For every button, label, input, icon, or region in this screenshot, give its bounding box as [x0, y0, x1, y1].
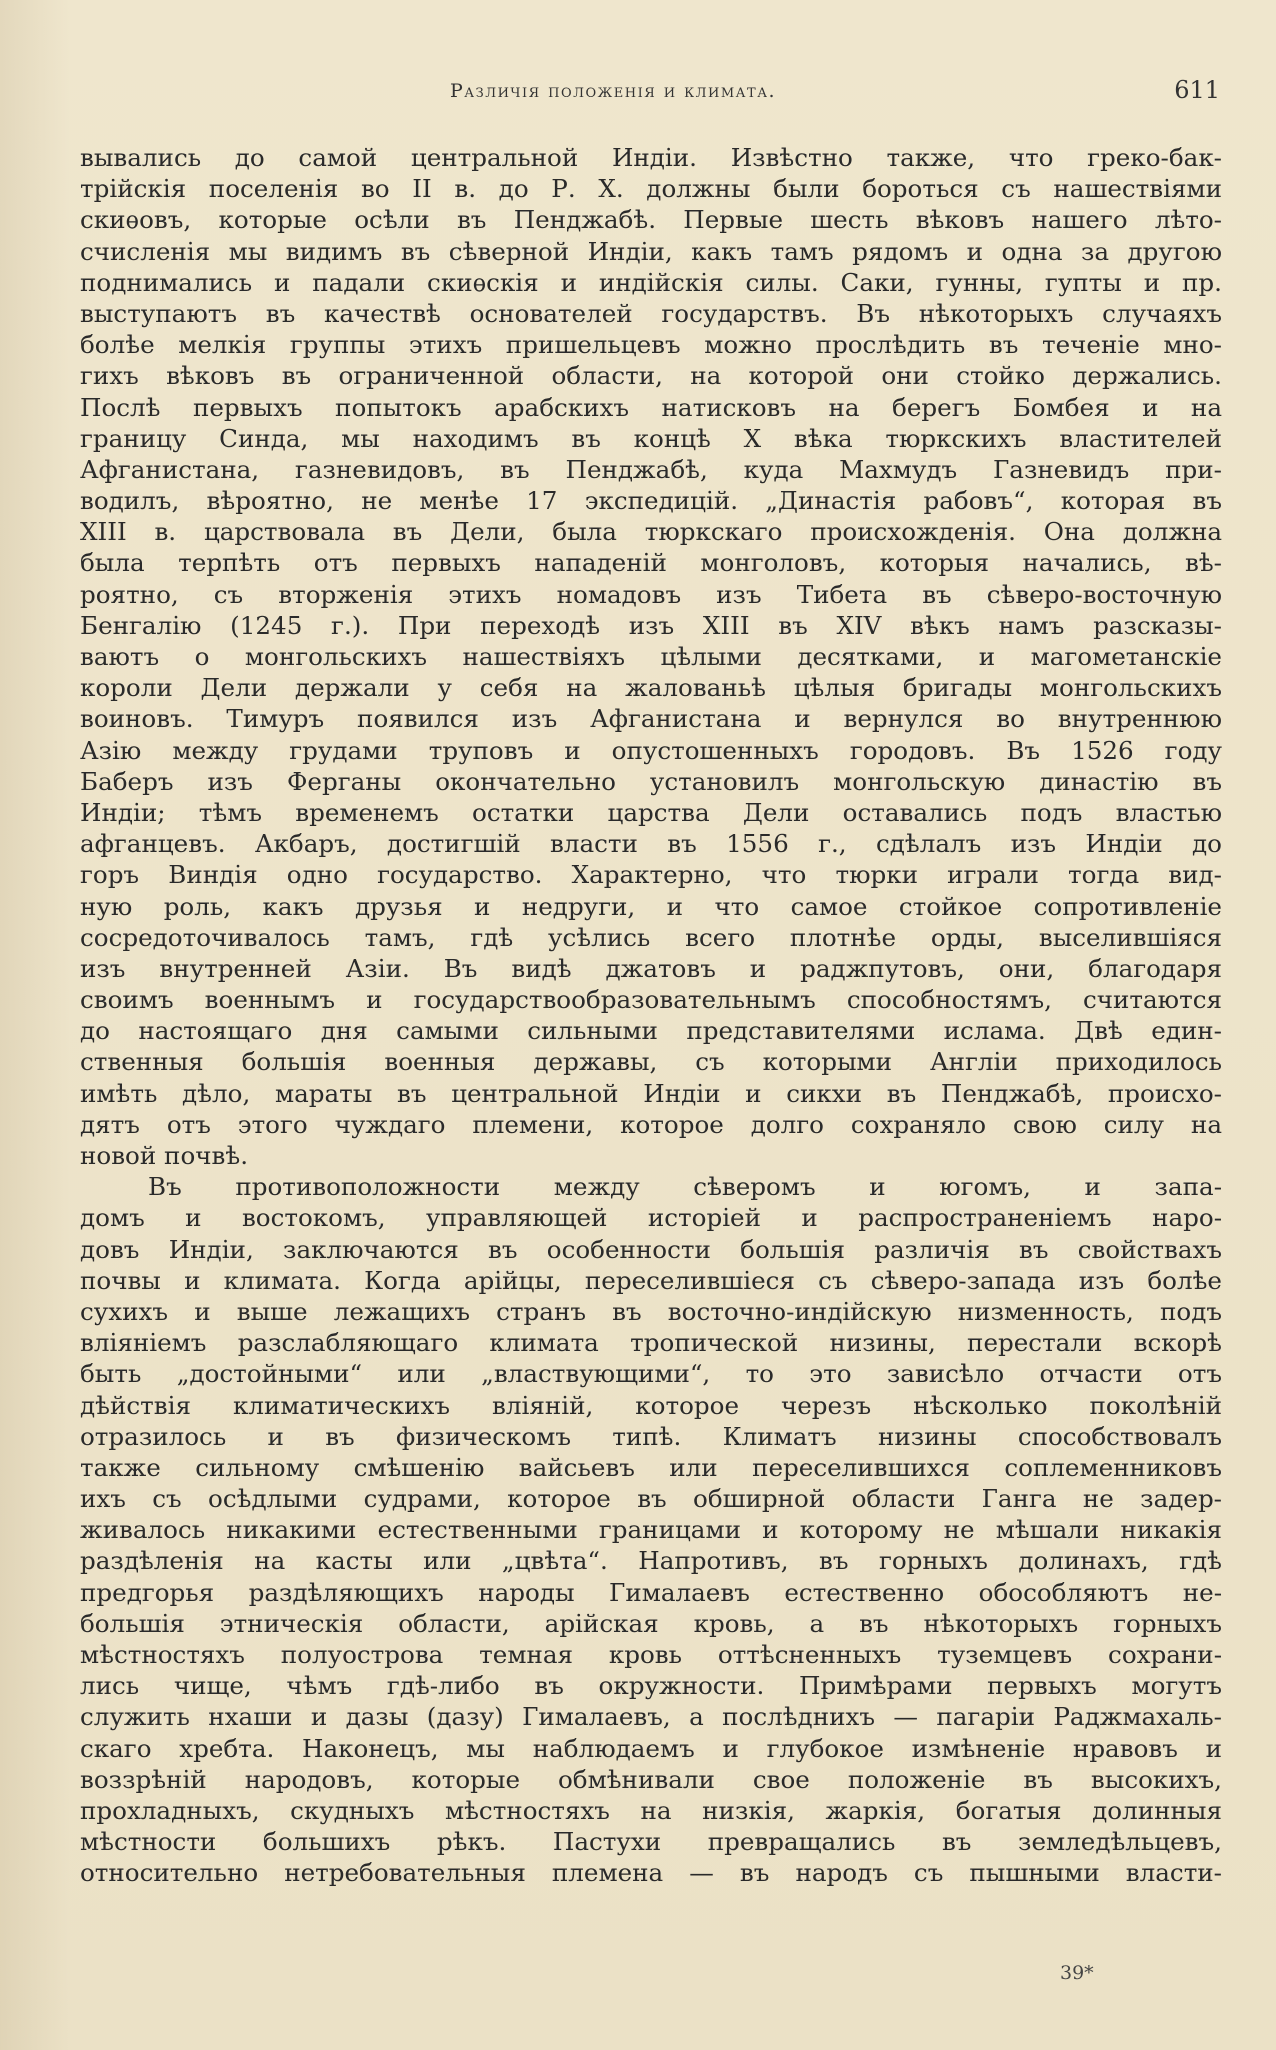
- text-line: сухихъ и выше лежащихъ странъ въ восточно-индійскую низменность, подъ: [80, 1296, 1222, 1326]
- printer-signature-mark: 39*: [1060, 1962, 1094, 1984]
- text-line: вліяніемъ разслабляющаго климата тропической низины, перестали вскорѣ: [80, 1328, 1222, 1358]
- text-line: также сильному смѣшенію вайсьевъ или переселившихся соплеменниковъ: [80, 1452, 1222, 1482]
- text-line: имѣть дѣло, мараты въ центральной Индіи и сикхи въ Пенджабѣ, происхо-: [80, 1078, 1222, 1108]
- text-line: афганцевъ. Акбаръ, достигшій власти въ 1556 г., сдѣлалъ изъ Индіи до: [80, 829, 1222, 859]
- text-line: быть „достойными“ или „властвующими“, то это зависѣло отчасти отъ: [80, 1359, 1222, 1389]
- text-line: трійскія поселенія во II в. до Р. Х. должны были бороться съ нашествіями: [80, 174, 1222, 204]
- text-line: лись чище, чѣмъ гдѣ-либо въ окружности. Примѣрами первыхъ могутъ: [80, 1671, 1222, 1701]
- text-line: вывались до самой центральной Индіи. Извѣстно также, что греко-бак-: [80, 143, 1222, 172]
- text-line: воззрѣній народовъ, которые обмѣнивали свое положеніе въ высокихъ,: [80, 1764, 1222, 1794]
- page-number: 611: [1174, 76, 1220, 104]
- text-line: воиновъ. Тимуръ появился изъ Афганистана и вернулся во внутреннюю: [80, 704, 1222, 734]
- text-line: изъ внутренней Азіи. Въ видѣ джатовъ и раджпутовъ, они, благодаря: [80, 953, 1222, 983]
- text-line: поднимались и падали скиѳскія и индійскія силы. Саки, гунны, гупты и пр.: [80, 267, 1222, 297]
- text-line: роятно, съ вторженія этихъ номадовъ изъ Тибета въ сѣверо-восточную: [80, 579, 1222, 609]
- text-line: Азію между грудами труповъ и опустошенныхъ городовъ. Въ 1526 году: [80, 735, 1222, 765]
- body-text: [80, 142, 1222, 1889]
- text-line: мѣстности большихъ рѣкъ. Пастухи превращались въ земледѣльцевъ,: [80, 1827, 1222, 1857]
- text-line: ную роль, какъ друзья и недруги, и что самое стойкое сопротивленіе: [80, 891, 1222, 921]
- text-line: Въ противоположности между сѣверомъ и югомъ, и запа-: [148, 1172, 1222, 1202]
- text-line: выступаютъ въ качествѣ основателей государствъ. Въ нѣкоторыхъ случаяхъ: [80, 298, 1222, 328]
- text-line: горъ Виндія одно государство. Характерно, что тюрки играли тогда вид-: [80, 860, 1222, 890]
- running-title: Различія положенія и климата.: [450, 80, 777, 102]
- text-line: раздѣленія на касты или „цвѣта“. Напротивъ, въ горныхъ долинахъ, гдѣ: [80, 1546, 1222, 1576]
- text-line: служить нхаши и дазы (дазу) Гималаевъ, а послѣднихъ — пагаріи Раджмахаль-: [80, 1702, 1222, 1732]
- text-line: предгорья раздѣляющихъ народы Гималаевъ естественно обособляютъ не-: [80, 1577, 1222, 1607]
- page-header: [80, 76, 1220, 112]
- text-line: большія этническія области, арійская кровь, а въ нѣкоторыхъ горныхъ: [80, 1608, 1222, 1638]
- text-line: водилъ, вѣроятно, не менѣе 17 экспедицій. „Династія рабовъ“, которая въ: [80, 486, 1222, 516]
- text-line: сосредоточивалось тамъ, гдѣ усѣлись всего плотнѣе орды, выселившіяся: [80, 922, 1222, 952]
- text-line: ихъ съ осѣдлыми судрами, которое въ обширной области Ганга не задер-: [80, 1484, 1222, 1514]
- text-line: короли Дели держали у себя на жалованьѣ цѣлыя бригады монгольскихъ: [80, 673, 1222, 703]
- text-line: домъ и востокомъ, управляющей исторіей и распространеніемъ наро-: [80, 1203, 1222, 1233]
- text-line: относительно нетребовательныя племена — въ народъ съ пышными власти-: [80, 1858, 1222, 1888]
- text-line: счисленія мы видимъ въ сѣверной Индіи, какъ тамъ рядомъ и одна за другою: [80, 236, 1222, 266]
- text-line: своимъ военнымъ и государствообразовательнымъ способностямъ, считаются: [80, 985, 1222, 1015]
- text-line: дятъ отъ этого чуждаго племени, которое долго сохраняло свою силу на: [80, 1109, 1222, 1139]
- text-line: была терпѣть отъ первыхъ нападеній монголовъ, которыя начались, вѣ-: [80, 548, 1222, 578]
- text-line: границу Синда, мы находимъ въ концѣ X вѣка тюркскихъ властителей: [80, 423, 1222, 453]
- text-line: Индіи; тѣмъ временемъ остатки царства Дели оставались подъ властью: [80, 797, 1222, 827]
- text-line: ваютъ о монгольскихъ нашествіяхъ цѣлыми десятками, и магометанскіе: [80, 642, 1222, 671]
- text-line: до настоящаго дня самыми сильными представителями ислама. Двѣ един-: [80, 1016, 1222, 1046]
- text-line: дѣйствія климатическихъ вліяній, которое черезъ нѣсколько поколѣній: [80, 1390, 1222, 1420]
- text-line: отразилось и въ физическомъ типѣ. Климатъ низины способствовалъ: [80, 1421, 1222, 1451]
- text-line: новой почвѣ.: [80, 1141, 249, 1170]
- text-line: прохладныхъ, скудныхъ мѣстностяхъ на низкія, жаркія, богатыя долинныя: [80, 1795, 1222, 1825]
- text-line: довъ Индіи, заключаются въ особенности большія различія въ свойствахъ: [80, 1234, 1222, 1264]
- text-line: живалось никакими естественными границами и которому не мѣшали никакія: [80, 1515, 1222, 1545]
- text-line: Афганистана, газневидовъ, въ Пенджабѣ, куда Махмудъ Газневидъ при-: [80, 454, 1222, 484]
- text-line: ственныя большія военныя державы, съ которыми Англіи приходилось: [80, 1047, 1222, 1077]
- text-line: XIII в. царствовала въ Дели, была тюркскаго происхожденія. Она должна: [80, 517, 1222, 547]
- text-line: болѣе мелкія группы этихъ пришельцевъ можно прослѣдить въ теченіе мно-: [80, 330, 1222, 360]
- text-line: Баберъ изъ Ферганы окончательно установилъ монгольскую династію въ: [80, 766, 1222, 796]
- text-line: скаго хребта. Наконецъ, мы наблюдаемъ и глубокое измѣненіе нравовъ и: [80, 1733, 1222, 1763]
- text-line: Бенгалію (1245 г.). При переходѣ изъ XIII въ XIV вѣкъ намъ разсказы-: [80, 610, 1222, 640]
- text-line: Послѣ первыхъ попытокъ арабскихъ натисковъ на берегъ Бомбея и на: [80, 392, 1222, 422]
- text-line: гихъ вѣковъ въ ограниченной области, на которой они стойко держались.: [80, 361, 1222, 391]
- text-line: мѣстностяхъ полуострова темная кровь оттѣсненныхъ туземцевъ сохрани-: [80, 1640, 1222, 1669]
- text-line: скиѳовъ, которые осѣли въ Пенджабѣ. Первые шесть вѣковъ нашего лѣто-: [80, 205, 1222, 235]
- text-line: почвы и климата. Когда арійцы, переселившіеся съ сѣверо-запада изъ болѣе: [80, 1265, 1222, 1295]
